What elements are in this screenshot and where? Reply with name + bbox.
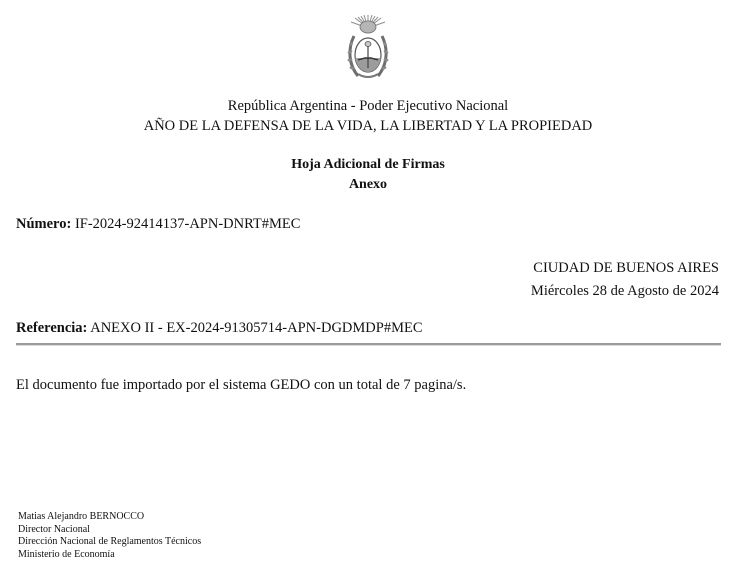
document-subtitle: Anexo [348,177,388,192]
referencia-label: Referencia: [16,320,88,336]
date: Miércoles 28 de Agosto de 2024 [530,283,719,299]
numero-value: IF-2024-92414137-APN-DNRT#MEC [74,216,301,232]
government-heading: República Argentina - Poder Ejecutivo Nacional [227,98,509,114]
city: CIUDAD DE BUENOS AIRES [533,260,719,276]
argentina-coat-of-arms-icon [340,14,396,84]
signer-position: Director Nacional [18,523,90,535]
separator-line [16,343,721,346]
referencia-field [16,319,423,337]
numero-label: Número: [16,216,72,232]
body-text: El documento fue importado por el sistema GEDO con un total de 7 pagina/s. [16,377,467,393]
numero-field [16,215,300,233]
signer-ministry: Ministerio de Economía [18,548,115,560]
referencia-value: ANEXO II - EX-2024-91305714-APN-DGDMDP#MEC [90,320,423,336]
document-title: Hoja Adicional de Firmas [291,157,445,172]
signature-block [18,511,201,561]
signer-office: Dirección Nacional de Reglamentos Técnicos [18,536,202,548]
signer-name: Matias Alejandro BERNOCCO [18,511,145,522]
year-motto: AÑO DE LA DEFENSA DE LA VIDA, LA LIBERTAD Y LA PROPIEDAD [143,118,593,134]
